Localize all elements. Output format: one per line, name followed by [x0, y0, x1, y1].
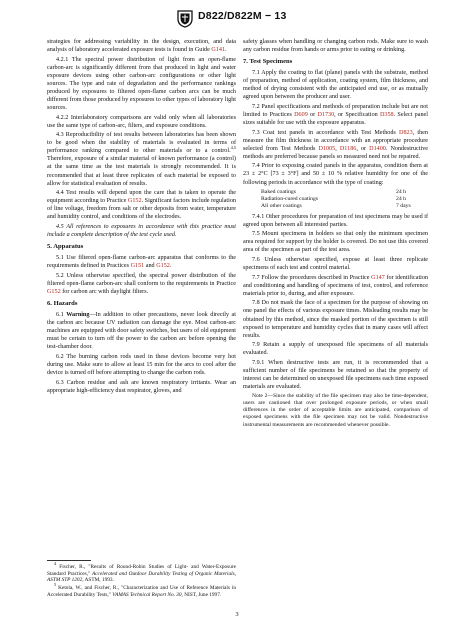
paragraph-7-4: 7.4 Prior to exposing coated panels in the apparatus, condition them at 23 ± 2°C [73 ± 3°F] and 50 ± 10 % relative humidity for one of the following periods in accordance with the type of coating: [243, 163, 428, 186]
table-row [261, 196, 411, 203]
table-row [261, 189, 411, 196]
right-column [243, 38, 428, 430]
paragraph-4-2-2: 4.2.2 Interlaboratory comparisons are valid only when all laboratories use the same type of carbon-arc, filters, and exposure conditions. [47, 114, 236, 129]
footnote-5: $^5$ Ketola, W., and Fischer, R., "Characterization and Use of Reference Materials in Accelerated Durability Tests," VAMAS Technical Report No. 30, NIST, June 1997. [47, 582, 237, 598]
paragraph-4-2-1: 4.2.1 The spectral power distribution of light from an open-flame carbon-arc is significantly different from that produced in light and water exposure devices using other carbon-arc configurations or other light sources. The type and rate of degradation and the performance rankings produced by exposures to filtered open-flame carbon arcs can be much different from those produced by exposures to other types of laboratory light sources. [47, 56, 236, 111]
table-cell: Radiation-cured coatings [261, 195, 319, 202]
page-header [0, 8, 474, 30]
reference-link[interactable]: G147 [371, 274, 385, 281]
paragraph-6-3: 6.3 Carbon residue and ash are known respiratory irritants. Wear an appropriate high-efficiency dust respirator, gloves, and [47, 379, 236, 394]
reference-link[interactable]: D609 [294, 111, 308, 118]
reference-link[interactable]: G152 [47, 288, 61, 295]
footnotes [47, 560, 236, 600]
table-cell: All other coatings [261, 202, 302, 209]
reference-link[interactable]: D1186 [339, 145, 357, 152]
paragraph-5-1: 5.1 Use filtered open-flame carbon-arc apparatus that conforms to the requirements defined in Practices G151 and G152. [47, 255, 236, 270]
paragraph-7-6: 7.6 Unless otherwise specified, expose at least three replicate specimens of each test and control material. [243, 257, 428, 272]
paragraph-6-1: 6.1 Warning—In addition to other precautions, never look directly at the carbon arc because UV radiation can damage the eye. Most carbon-arc machines are equipped with door safety switches, but users of old equipment must be certain to turn off the power to the carbon arc before opening the test-chamber door. [47, 312, 236, 351]
footnote-4: $^4$ Fischer, R., "Results of Round-Robin Studies of Light- and Water-Exposure Standard Practices," Accelerated and Outdoor Durability Testing of Organic Materials, ASTM STP 1202, ASTM, 1993. [47, 561, 237, 583]
reference-link[interactable]: D1730 [317, 111, 335, 118]
paragraph-4-5: 4.5 All references to exposures in accordance with this practice must include a complete description of the test cycle used. [47, 224, 236, 239]
reference-link[interactable]: D823 [399, 129, 413, 136]
reference-link[interactable]: G141 [211, 47, 226, 54]
paragraph-7-9: 7.9 Retain a supply of unexposed file specimens of all materials evaluated. [243, 342, 428, 357]
paragraph-7-8: 7.8 Do not mask the face of a specimen for the purpose of showing on one panel the effects of various exposure times. Misleading results may be obtained by this method, since the masked portion of the specimen is still exposed to temperature and humidity cycles that in many cases will affect results. [243, 300, 428, 339]
paragraph-5-2: 5.2 Unless otherwise specified, the spectral power distribution of the filtered open-flame carbon-arc shall conform to the requirements in Practice G152 for carbon arc with daylight filters. [47, 272, 236, 295]
standard-designation: D822/D822M − 13 [198, 10, 287, 22]
note-2: Note 2—Since the stability of the file specimen may also be time-dependent, users are cautioned that over prolonged exposure periods, or when small differences in the order of acceptable limits are anticipated, comparison of exposed specimens with the file specimen may not be valid. Nondestructive instrumental measurements are recommended whenever possible. [243, 392, 428, 428]
paragraph-4-3: 4.3 Reproducibility of test results between laboratories has been shown to be good when the stability of materials is evaluated in terms of performance ranking compared to other materials or to a control.$^{4,5}$ Therefore, exposure of a similar material of known performance (a control) at the same time as the test materials is strongly recommended. It is recommended that at least three replicates of each material be exposed to allow for statistical evaluation of results. [47, 132, 236, 187]
section-heading: 5. Apparatus [47, 243, 84, 251]
paragraph-7-7: 7.7 Follow the procedures described in Practice G147 for identification and conditioning and handling of specimens of test, control, and reference materials prior to, during, and after exposure. [243, 274, 428, 297]
paragraph-7-9-1: 7.9.1 When destructive tests are run, it is recommended that a sufficient number of file specimens be retained so that the property of interest can be determined on unexposed file specimens each time exposed materials are evaluated. [243, 359, 428, 391]
page-number: 3 [235, 611, 239, 618]
section-heading: 7. Test Specimens [243, 58, 293, 66]
paragraph-7-3: 7.3 Coat test panels in accordance with Test Methods D823, then measure the film thickness in accordance with an appropriate procedure selected from Test Methods D1005, D1186, or D1400. Nondestructive methods are preferred because panels so measured need not be repaired. [243, 129, 428, 160]
reference-link[interactable]: G151 [130, 263, 145, 270]
conditioning-table [261, 189, 411, 210]
paragraph-6-2: 6.2 The burning carbon rods used in these devices become very hot during use. Make sure to allow at least 15 min for the arcs to cool after the device is turned off before attempting to change the carbon rods. [47, 353, 236, 376]
paragraph-7-4-1: 7.4.1 Other procedures for preparation of test specimens may be used if agreed upon between all interested parties. [243, 213, 428, 228]
reference-link[interactable]: D1005 [318, 145, 336, 152]
paragraph-4-4: 4.4 Test results will depend upon the care that is taken to operate the equipment according to Practice G152. Significant factors include regulation of line voltage, freedom from salt or other deposits from water, temperature and humidity control, and conditions of the electrodes. [47, 190, 236, 221]
section-heading: 6. Hazards [47, 299, 78, 307]
paragraph-7-2: 7.2 Panel specifications and methods of preparation include but are not limited to Practices D609 or D1730, or Specification D358. Select panel sizes suitable for use with the exposure apparatus. [243, 103, 428, 127]
table-cell: 24 h [396, 188, 406, 195]
paragraph-intro: strategies for addressing variability in the design, execution, and data analysis of laboratory accelerated exposure tests is found in Guide G141. [47, 39, 236, 54]
table-cell: 7 days [396, 202, 411, 209]
reference-link[interactable]: D358 [379, 111, 394, 118]
reference-link[interactable]: D1400 [369, 145, 386, 152]
paragraph-7-5: 7.5 Mount specimens in holders so that only the minimum specimen area required for support by the holder is covered. Do not use this covered area of the specimen as part of the test area. [243, 231, 428, 254]
left-column [47, 38, 236, 396]
reference-link[interactable]: G152 [156, 263, 170, 270]
table-cell: 24 h [396, 195, 406, 202]
reference-link[interactable]: G152 [127, 198, 142, 205]
paragraph-7-1: 7.1 Apply the coating to flat (plane) panels with the substrate, method of preparation, method of application, coating system, film thickness, and method of drying consistent with the anticipated end use, or as mutually agreed upon between the producer and user. [243, 70, 428, 101]
paragraph-continued: safety glasses when handling or changing carbon rods. Make sure to wash any carbon residue from hands or arms prior to eating or drinking. [243, 39, 428, 54]
table-row [261, 203, 411, 210]
astm-logo-icon [176, 8, 194, 28]
footnote-marker[interactable]: 4,5 [230, 145, 236, 151]
table-cell: Baked coatings [261, 188, 296, 195]
